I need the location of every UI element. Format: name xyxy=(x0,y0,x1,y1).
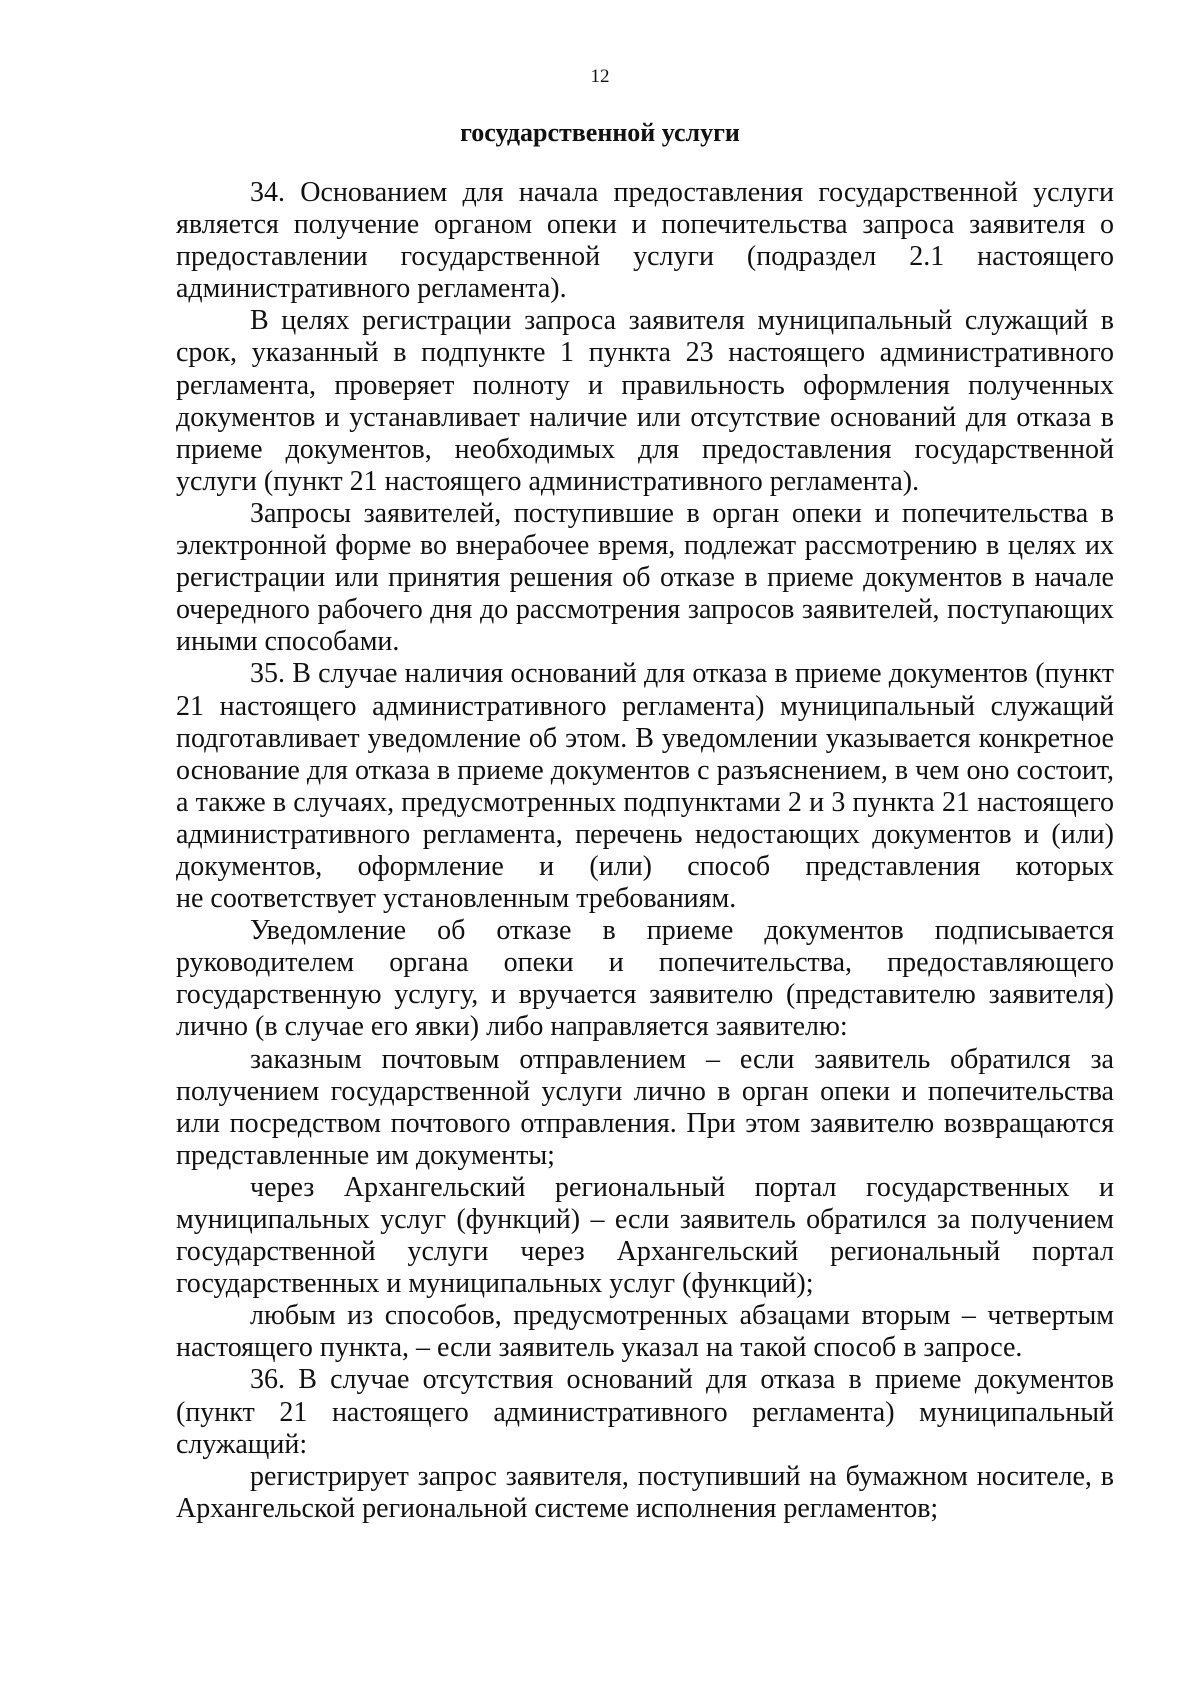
paragraph-registers-request: регистрирует запрос заявителя, поступивший на бумажном носителе, в Архангельской региональной системе исполнения регламентов; xyxy=(176,1460,1114,1524)
paragraph-electronic-requests: Запросы заявителей, поступившие в орган опеки и попечительства в электронной форме во внерабочее время, подлежат рассмотрению в целях их регистрации или принятия решения об отказе в приеме документов в начале очередного рабочего дня до рассмотрения запросов заявителей, поступающих иными способами. xyxy=(176,497,1114,658)
paragraph-36: 36. В случае отсутствия оснований для отказа в приеме документов (пункт 21 настоящего административного регламента) муниципальный служащий: xyxy=(176,1364,1114,1460)
paragraph-notification: Уведомление об отказе в приеме документов подписывается руководителем органа опеки и попечительства, предоставляющего государственную услугу, и вручается заявителю (представителю заявителя) лично (в случае его явки) либо направляется заявителю: xyxy=(176,915,1114,1043)
section-heading: государственной услуги xyxy=(460,118,740,147)
page-number: 12 xyxy=(590,66,610,87)
paragraph-registration: В целях регистрации запроса заявителя муниципальный служащий в срок, указанный в подпункте 1 пункта 23 настоящего административного регламента, проверяет полноту и правильность оформления полученных документов и устанавливает наличие или отсутствие оснований для отказа в приеме документов, необходимых для предоставления государственной услуги (пункт 21 настоящего административного регламента). xyxy=(176,305,1114,497)
paragraph-registered-mail: заказным почтовым отправлением – если заявитель обратился за получением государственной услуги лично в орган опеки и попечительства или посредством почтового отправления. При этом заявителю возвращаются представленные им документы; xyxy=(176,1043,1114,1171)
paragraph-35-continuation: не соответствует установленным требованиям. xyxy=(176,883,737,915)
document-body xyxy=(176,177,1114,1525)
paragraph-portal: через Архангельский региональный портал государственных и муниципальных услуг (функций) – если заявитель обратился за получением государственной услуги через Архангельский региональный портал государственных и муниципальных услуг (функций); xyxy=(176,1171,1114,1300)
paragraph-34: 34. Основанием для начала предоставления государственной услуги является получение органом опеки и попечительства запроса заявителя о предоставлении государственной услуги (подраздел 2.1 настоящего административного регламента). xyxy=(176,177,1114,305)
paragraph-35: 35. В случае наличия оснований для отказа в приеме документов (пункт 21 настоящего административного регламента) муниципальный служащий подготавливает уведомление об этом. В уведомлении указывается конкретное основание для отказа в приеме документов с разъяснением, в чем оно состоит, а также в случаях, предусмотренных подпунктами 2 и 3 пункта 21 настоящего административного регламента, перечень недостающих документов и (или) документов, оформление и (или) способ представления которых xyxy=(176,658,1114,882)
paragraph-any-method: любым из способов, предусмотренных абзацами вторым – четвертым настоящего пункта, – если заявитель указал на такой способ в запросе. xyxy=(176,1300,1114,1364)
